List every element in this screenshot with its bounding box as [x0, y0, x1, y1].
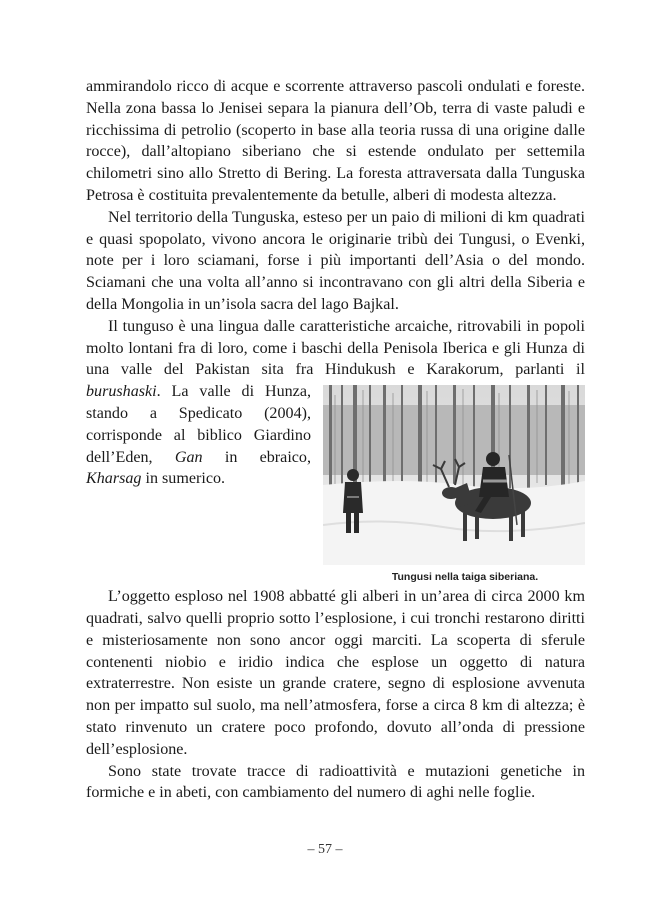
- paragraph-4: L’oggetto esploso nel 1908 abbatté gli alberi in un’area di circa 2000 km quadrati, salvo quelli proprio sotto l’esplosione, i cui tronchi restarono diritti e misteriosamente non sono ancor oggi marciti. La scoperta di sferule contenenti niobio e iridio indica che esplose un oggetto di natura extraterrestre. Non esiste un grande cratere, segno di esplosione avvenuta non per impatto sul suolo, ma nell’atmosfera, forse a circa 8 km di altezza; è stato rinvenuto un cratere poco profondo, dovuto all’onda di pressione dell’esplosione.: [86, 588, 585, 758]
- italic-burushaski: burushaski: [86, 383, 157, 401]
- italic-gan: Gan: [174, 448, 203, 466]
- paragraph-3: [86, 316, 585, 584]
- paragraph-2: Nel territorio della Tunguska, esteso per un paio di milioni di km quadrati e quasi spopolato, vivono ancora le originarie tribù dei Tungusi, o Evenki, note per i loro sciamani, forse i più importanti dell’Asia o del mondo. Sciamani che una volta all’anno si incontravano con gli altri della Siberia e della Mongolia in un’isola sacra del lago Bajkal.: [86, 208, 585, 313]
- paragraph-1: ammirandolo ricco di acque e scorrente attraverso pascoli ondulati e foreste. Nella zona bassa lo Jenisei separa la pianura dell’Ob, terra di vaste paludi e ricchissima di petrolio (scoperto in base alla teoria russa di una origine dalle rocce), dall’altopiano siberiano che si estende ondulato per settemila chilometri sino allo Stretto di Bering. La foresta attraversata dalla Tunguska Petrosa è costituita prevalentemente da betulle, alberi di modesta altezza.: [86, 78, 585, 204]
- paragraph-3-text-d: in sumerico.: [141, 470, 226, 488]
- italic-kharsag: Kharsag: [86, 470, 142, 488]
- paragraph-3-text-c: in ebraico,: [202, 448, 311, 466]
- page-body: [86, 76, 585, 804]
- paragraph-5: Sono state trovate tracce di radioattività e mutazioni genetiche in formiche e in abeti, con cambiamento del numero di aghi nelle foglie.: [86, 762, 585, 802]
- page-number: – 57 –: [307, 842, 343, 857]
- paragraph-3-text-b: . La valle di Hunza, stando a Spedicato (2004), corrisponde al biblico Giardino dell’Eden,: [86, 383, 311, 466]
- figure-caption: Tungusi nella taiga siberiana.: [391, 571, 539, 584]
- photo-tungusi-reindeer: [323, 385, 585, 565]
- paragraph-3-text-a: Il tunguso è una lingua dalle caratteristiche arcaiche, ritrovabili in popoli molto lontani fra di loro, come i baschi della Penisola Iberica e gli Hunza di una valle del Pakistan sita fra Hindukush e Karakorum, parlanti il: [86, 317, 585, 379]
- figure: [323, 385, 585, 584]
